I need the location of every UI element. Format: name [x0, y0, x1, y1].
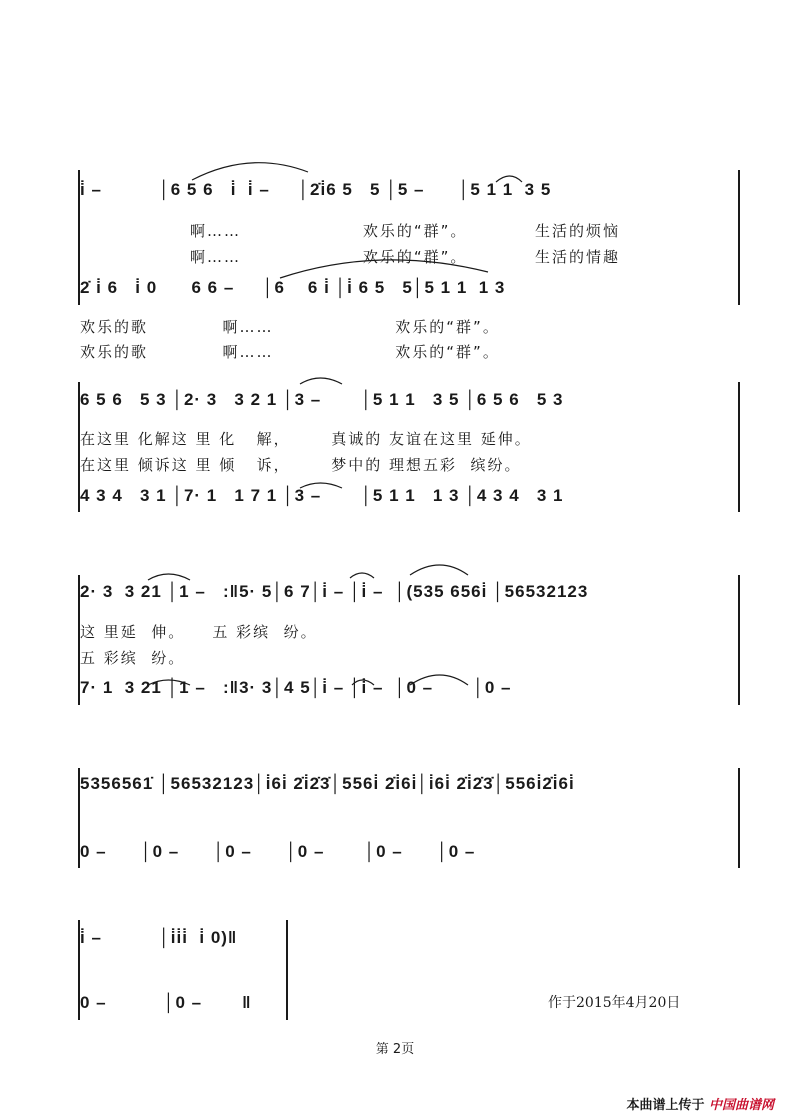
upload-label: 本曲谱上传于: [626, 1098, 705, 1113]
composition-date: 作于2015年4月20日: [548, 995, 681, 1011]
lower-staff: 4 3 4 3 1 │7· 1 1 7 1 │3 – │5 1 1 1 3 │4 3 4 3 1: [80, 486, 564, 505]
lower-staff: 7· 1 3 21 │1 – :‖3· 3│4 5│i̇ – │i̇ – │0 – │0 –: [80, 678, 512, 697]
upper-staff: 5356561̇ │56532123│i̇6i̇ 2̇i̇2̇3̇│556i̇ 2̇i̇6i̇│i̇6i̇ 2̇i̇2̇3̇│556i̇2̇i̇6i̇: [80, 774, 575, 793]
lower-staff: 2̇ i̇ 6 i̇ 0 6 6 – │6 6 i̇ │i̇ 6 5 5│5 1 1 1 3: [80, 278, 506, 297]
upper-staff: 6 5 6 5 3 │2· 3 3 2 1 │3 – │5 1 1 3 5 │6 5 6 5 3: [80, 390, 564, 409]
lyric-line: 这 里延 伸。 五 彩缤 纷。: [80, 623, 318, 641]
lyric-line: 啊…… 欢乐的“群”。 生活的情趣: [190, 248, 621, 266]
lyric-line: 在这里 化解这 里 化 解， 真诚的 友谊在这里 延伸。: [80, 430, 532, 448]
lower-staff: 0 – │0 – │0 – │0 – │0 – │0 –: [80, 842, 476, 861]
upper-staff: i̇ – │i̇i̇i̇ i̇ 0)‖: [80, 928, 238, 947]
lyric-line: 五 彩缤 纷。: [80, 649, 186, 667]
site-logo[interactable]: 中国曲谱网: [708, 1098, 774, 1113]
lower-staff: 0 – │0 – ‖: [80, 993, 252, 1012]
lyric-line: 欢乐的歌 啊…… 欢乐的“群”。: [80, 343, 500, 361]
upload-credit: [626, 1094, 774, 1113]
upper-staff: 2· 3 3 21 │1 – :‖5· 5│6 7│i̇ – │i̇ – │(535 656i̇ │56532123: [80, 582, 589, 601]
upper-staff: i̇ – │6 5 6 i̇ i̇ – │2̇i̇6 5 5 │5 – │5 1 1 3 5: [80, 180, 552, 199]
page-number: 第 2页: [375, 1042, 415, 1057]
lyric-line: 啊…… 欢乐的“群”。 生活的烦恼: [190, 222, 621, 240]
lyric-line: 欢乐的歌 啊…… 欢乐的“群”。: [80, 318, 500, 336]
lyric-line: 在这里 倾诉这 里 倾 诉， 梦中的 理想五彩 缤纷。: [80, 456, 522, 474]
